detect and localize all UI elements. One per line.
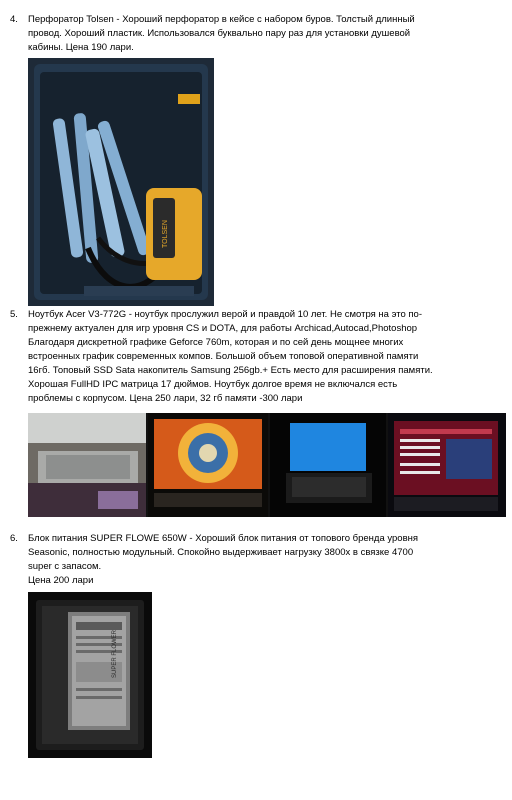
super-flower-logo: SUPER FLOWER	[112, 629, 118, 678]
description-line: кабины. Цена 190 лари.	[28, 42, 134, 53]
description-line: Цена 200 лари	[28, 575, 94, 586]
description-line: проблемы с корпусом. Цена 250 лари, 32 гб памяти -300 лари	[28, 393, 303, 404]
laptop-photos	[28, 413, 506, 517]
tolsen-logo: TOLSEN	[162, 220, 169, 248]
description-line: Благодаря дискретной графике Geforce 760m, которая и по сей день мощнее многих	[28, 337, 404, 348]
rotary-hammer-photo	[28, 58, 214, 306]
description-line: прежнему актуален для игр уровня CS и DOTA, для работы Archicad,Autocad,Photoshop	[28, 323, 418, 334]
description-line: встроенных график современных компов. Большой объем топовой оперативной памяти	[28, 351, 419, 362]
description-line: Перфоратор Tolsen - Хороший перфоратор в кейсе с набором буров. Толстый длинный	[28, 14, 415, 25]
description-line: 16гб. Топовый SSD Sata накопитель Samsung 256gb.+ Есть место для расширения памяти.	[28, 365, 433, 376]
description-line: Seasonic, полностью модульный. Спокойно выдерживает нагрузку 3800x в связке 4700	[28, 547, 414, 558]
item-number: 6.	[10, 533, 18, 544]
description-line: super с запасом.	[28, 561, 102, 572]
item-number: 5.	[10, 309, 18, 320]
item-number: 4.	[10, 14, 18, 25]
description-line: провод. Хороший пластик. Использовался буквально пару раз для установки душевой	[28, 28, 411, 39]
power-supply-photo	[28, 592, 152, 758]
item-description	[28, 308, 498, 406]
item-description	[28, 532, 498, 588]
description-line: Ноутбук Acer V3-772G - ноутбук прослужил верой и правдой 10 лет. Не смотря на это по-	[28, 309, 422, 320]
description-line: Блок питания SUPER FLOWE 650W - Хороший блок питания от топового бренда уровня	[28, 533, 419, 544]
description-line: Хорошая FullHD IPC матрица 17 дюймов. Ноутбук долгое время не включался есть	[28, 379, 398, 390]
item-description	[28, 13, 498, 55]
